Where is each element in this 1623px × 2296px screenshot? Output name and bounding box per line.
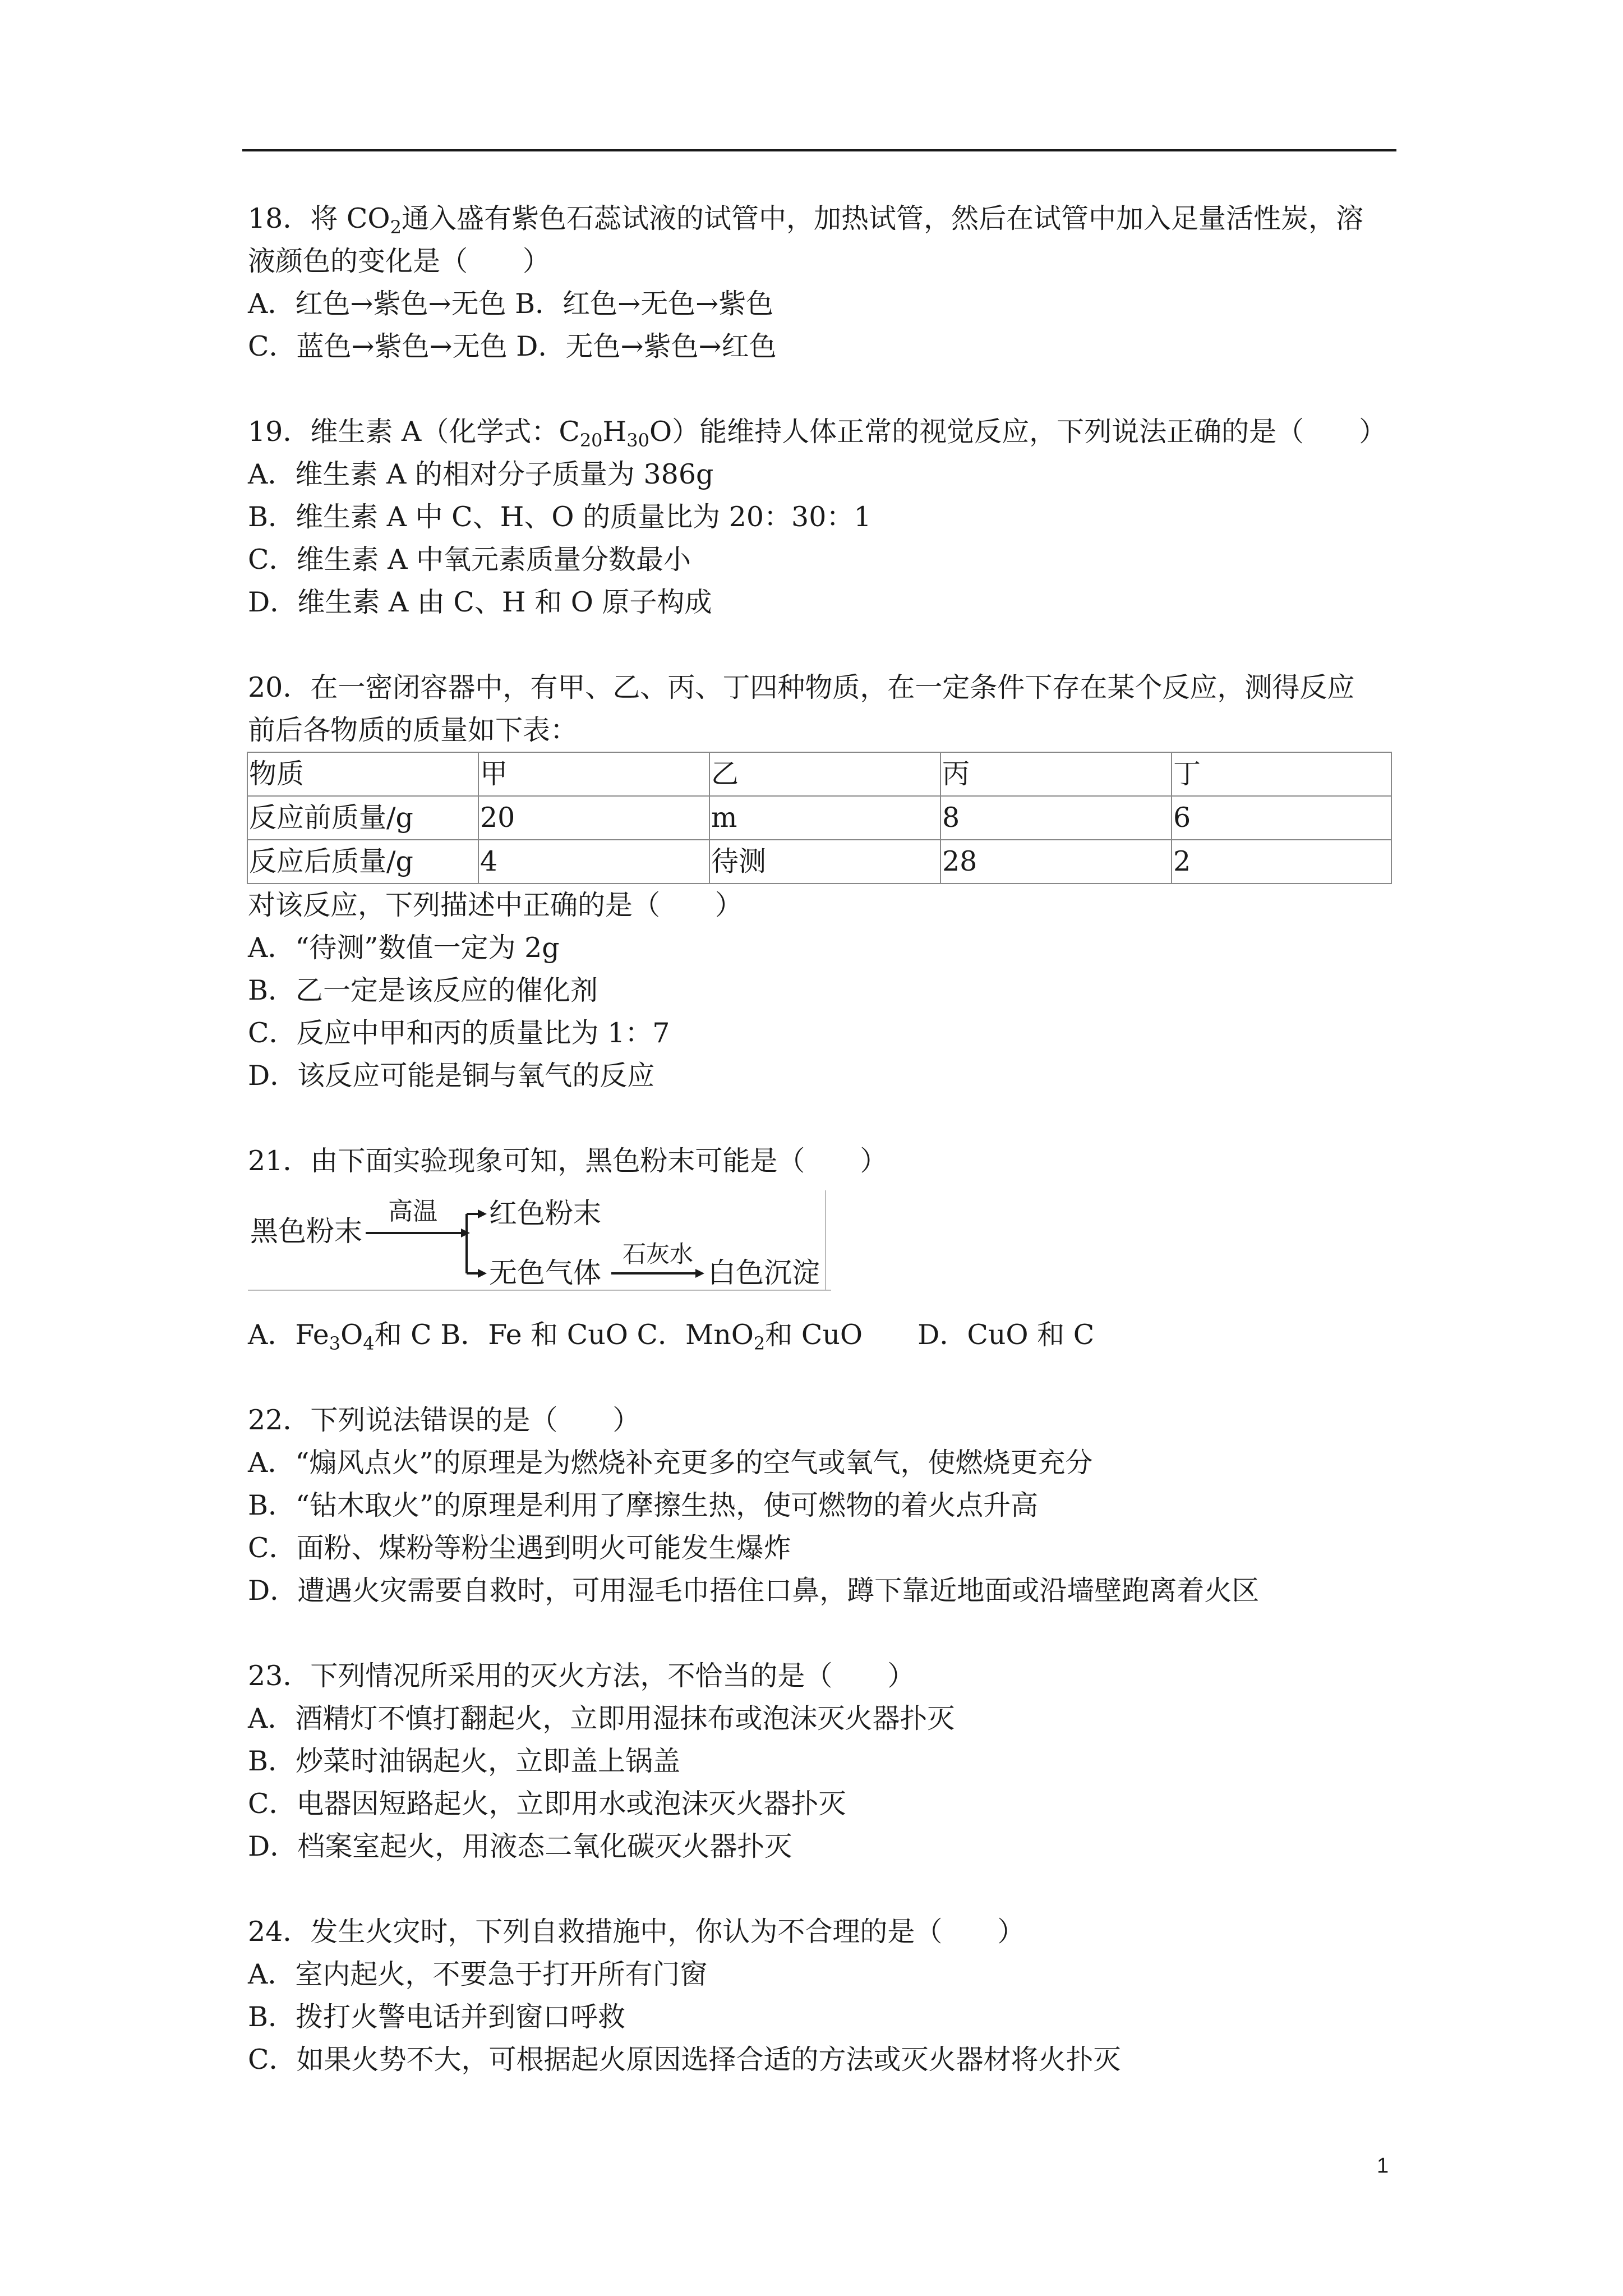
question-20-prompt: 对该反应，下列描述中正确的是（ ） bbox=[248, 889, 743, 921]
table-cell: m bbox=[709, 796, 940, 840]
question-20-option-a: A．“待测”数值一定为 2g bbox=[248, 932, 560, 964]
q19-stem-part: H bbox=[602, 416, 627, 448]
question-22-option-a: A．“煽风点火”的原理是为燃烧补充更多的空气或氧气，使燃烧更充分 bbox=[248, 1447, 1093, 1479]
header-rule bbox=[242, 149, 1396, 151]
question-23-option-b: B．炒菜时油锅起火，立即盖上锅盖 bbox=[248, 1745, 681, 1777]
question-23-option-c: C．电器因短路起火，立即用水或泡沫灭火器扑灭 bbox=[248, 1788, 846, 1820]
question-20-option-b: B．乙一定是该反应的催化剂 bbox=[248, 974, 598, 1006]
q19-stem-part: O）能维持人体正常的视觉反应，下列说法正确的是（ ） bbox=[649, 416, 1387, 448]
question-24-option-b: B．拨打火警电话并到窗口呼救 bbox=[248, 2001, 626, 2033]
q21-subscript: 4 bbox=[363, 1333, 375, 1354]
q21-subscript: 3 bbox=[329, 1333, 341, 1354]
arrow-head bbox=[478, 1269, 487, 1278]
question-22-option-d: D．遭遇火灾需要自救时，可用湿毛巾捂住口鼻，蹲下靠近地面或沿墙壁跑离着火区 bbox=[248, 1575, 1260, 1607]
table-cell: 甲 bbox=[478, 752, 709, 796]
arrow-head bbox=[478, 1209, 487, 1218]
question-20-stem: 20．在一密闭容器中，有甲、乙、丙、丁四种物质，在一定条件下存在某个反应，测得反应 bbox=[248, 671, 1355, 703]
question-23-stem: 23．下列情况所采用的灭火方法，不恰当的是（ ） bbox=[248, 1660, 915, 1692]
reaction-diagram-svg bbox=[248, 1190, 831, 1297]
q19-stem-part: 19．维生素 A（化学式：C bbox=[248, 416, 580, 448]
question-19-option-a: A．维生素 A 的相对分子质量为 386g bbox=[248, 458, 714, 490]
q21-option-part: A．Fe bbox=[248, 1319, 329, 1351]
question-24-option-c: C．如果火势不大，可根据起火原因选择合适的方法或灭火器材将火扑灭 bbox=[248, 2044, 1121, 2076]
question-23-option-d: D．档案室起火，用液态二氧化碳灭火器扑灭 bbox=[248, 1830, 792, 1862]
diagram-product1-label: 红色粉末 bbox=[489, 1198, 601, 1229]
question-23-option-a: A．酒精灯不慎打翻起火，立即用湿抹布或泡沫灭火器扑灭 bbox=[248, 1703, 955, 1734]
table-cell: 8 bbox=[940, 796, 1172, 840]
diagram-reagent-label: 石灰水 bbox=[623, 1241, 694, 1267]
question-19 bbox=[248, 411, 1392, 624]
page-number: 1 bbox=[1377, 2154, 1389, 2178]
table-cell: 20 bbox=[478, 796, 709, 840]
q18-stem-part: 通入盛有紫色石蕊试液的试管中，加热试管，然后在试管中加入足量活性炭，溶 bbox=[401, 203, 1363, 234]
table-cell: 乙 bbox=[709, 752, 940, 796]
q19-subscript: 20 bbox=[579, 430, 603, 451]
question-18-options-ab: A．红色→紫色→无色 B．红色→无色→紫色 bbox=[248, 288, 774, 320]
diagram-start-label: 黑色粉末 bbox=[250, 1216, 362, 1247]
question-20-option-d: D．该反应可能是铜与氧气的反应 bbox=[248, 1060, 655, 1092]
q19-subscript: 30 bbox=[626, 430, 649, 451]
question-22-option-b: B．“钻木取火”的原理是利用了摩擦生热，使可燃物的着火点升高 bbox=[248, 1489, 1039, 1521]
question-22-option-c: C．面粉、煤粉等粉尘遇到明火可能发生爆炸 bbox=[248, 1532, 791, 1564]
question-18-options-cd: C．蓝色→紫色→无色 D．无色→紫色→红色 bbox=[248, 330, 777, 362]
question-19-option-c: C．维生素 A 中氧元素质量分数最小 bbox=[248, 544, 691, 576]
question-23 bbox=[248, 1655, 1392, 1868]
table-cell: 丁 bbox=[1172, 752, 1391, 796]
question-21 bbox=[248, 1140, 1392, 1356]
q21-subscript: 2 bbox=[753, 1333, 766, 1354]
table-row bbox=[247, 840, 1391, 884]
question-18 bbox=[248, 197, 1392, 368]
reaction-diagram bbox=[248, 1190, 831, 1297]
diagram-result-label: 白色沉淀 bbox=[708, 1257, 820, 1289]
table-cell: 待测 bbox=[709, 840, 940, 884]
q18-subscript: 2 bbox=[390, 217, 402, 238]
question-24-option-a: A．室内起火，不要急于打开所有门窗 bbox=[248, 1958, 708, 1990]
question-22 bbox=[248, 1399, 1392, 1612]
question-20 bbox=[248, 666, 1392, 1097]
question-19-option-b: B．维生素 A 中 C、H、O 的质量比为 20：30：1 bbox=[248, 501, 872, 533]
question-18-stem bbox=[248, 197, 1392, 240]
table-cell: 反应后质量/g bbox=[247, 840, 478, 884]
question-18-stem-line2: 液颜色的变化是（ ） bbox=[248, 245, 551, 277]
table-row bbox=[247, 796, 1391, 840]
q21-option-part: 和 CuO D．CuO 和 C bbox=[765, 1319, 1095, 1351]
question-19-option-d: D．维生素 A 由 C、H 和 O 原子构成 bbox=[248, 586, 712, 618]
arrow-head bbox=[695, 1269, 704, 1278]
table-cell: 28 bbox=[940, 840, 1172, 884]
question-22-stem: 22．下列说法错误的是（ ） bbox=[248, 1404, 640, 1436]
question-21-stem: 21．由下面实验现象可知，黑色粉末可能是（ ） bbox=[248, 1145, 888, 1177]
question-20-option-c: C．反应中甲和丙的质量比为 1：7 bbox=[248, 1017, 670, 1049]
question-24 bbox=[248, 1911, 1392, 2081]
table-cell: 丙 bbox=[940, 752, 1172, 796]
question-19-stem bbox=[248, 411, 1392, 453]
table-cell: 4 bbox=[478, 840, 709, 884]
q21-option-part: 和 C B．Fe 和 CuO C．MnO bbox=[374, 1319, 754, 1351]
table-cell: 物质 bbox=[247, 752, 478, 796]
diagram-product2-label: 无色气体 bbox=[489, 1257, 601, 1289]
question-21-options bbox=[248, 1314, 1392, 1356]
question-20-stem-line2: 前后各物质的质量如下表： bbox=[248, 714, 578, 746]
question-content bbox=[248, 197, 1392, 2124]
q21-option-part: O bbox=[340, 1319, 363, 1351]
q18-stem-part: 18．将 CO bbox=[248, 203, 390, 234]
table-cell: 6 bbox=[1172, 796, 1391, 840]
question-24-stem: 24．发生火灾时，下列自救措施中，你认为不合理的是（ ） bbox=[248, 1916, 1025, 1948]
table-cell: 2 bbox=[1172, 840, 1391, 884]
diagram-condition-label: 高温 bbox=[388, 1198, 437, 1225]
table-cell: 反应前质量/g bbox=[247, 796, 478, 840]
table-row bbox=[247, 752, 1391, 796]
mass-table bbox=[247, 752, 1392, 884]
